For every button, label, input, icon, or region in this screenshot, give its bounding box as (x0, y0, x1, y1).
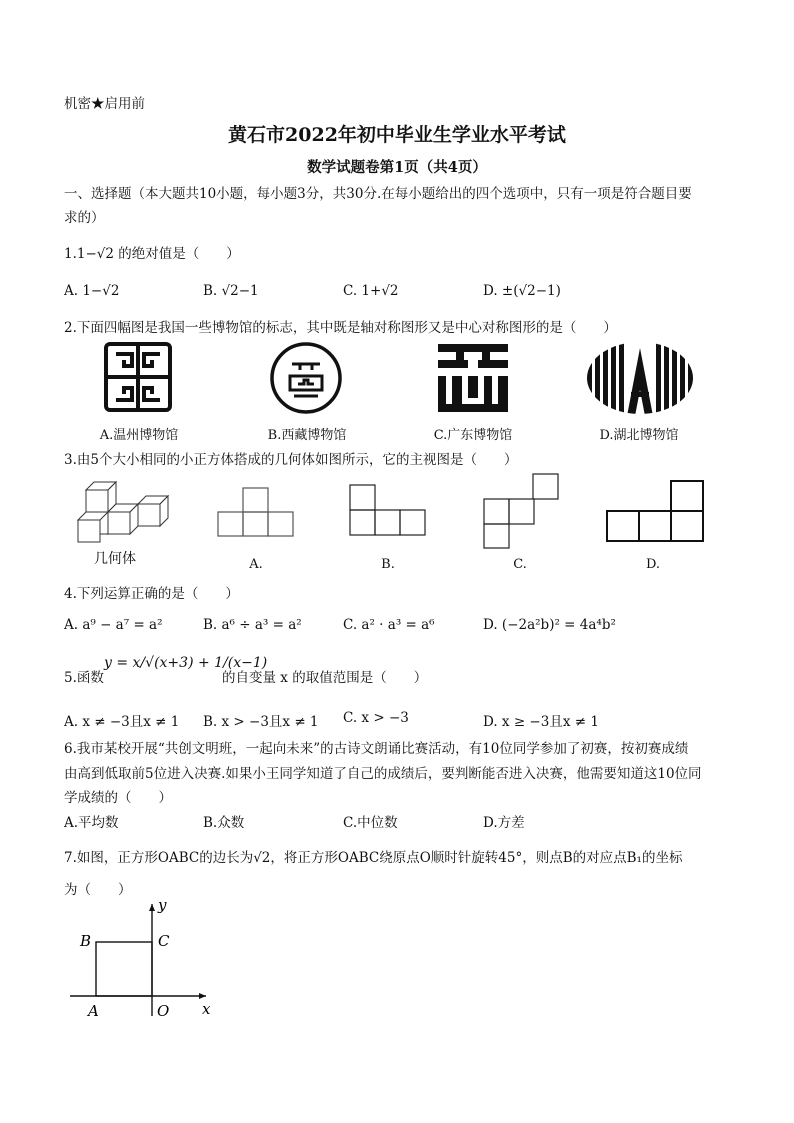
q3-caption-c: C. (513, 557, 527, 572)
q1-option-d[interactable]: D. ±(√2−1) (483, 283, 561, 299)
square-oabc (96, 942, 152, 996)
q3-caption-d: D. (645, 557, 661, 572)
q7-stem-line2: 为（ ） (64, 882, 132, 898)
q3-stem: 3.由5个大小相同的小正方体搭成的几何体如图所示，它的主视图是（ ） (64, 452, 518, 468)
tibet-museum-logo[interactable] (268, 340, 344, 416)
wenzhou-museum-logo[interactable] (102, 340, 174, 414)
q5-stem-suffix: 的自变量 x 的取值范围是（ ） (222, 670, 428, 686)
q5-option-c[interactable]: C. x > −3 (343, 710, 409, 726)
exam-title: 黄石市2022年初中毕业生学业水平考试 (228, 124, 566, 146)
q6-stem-line3: 学成绩的（ ） (64, 790, 172, 806)
q5-option-b[interactable]: B. x > −3且x ≠ 1 (203, 714, 319, 730)
page-subtitle: 数学试题卷第1页（共4页） (307, 159, 487, 176)
q5-option-a[interactable]: A. x ≠ −3且x ≠ 1 (64, 714, 180, 730)
q7-coordinate-figure (66, 898, 226, 1022)
q3-solid-figure (72, 478, 180, 550)
q6-option-c[interactable]: C.中位数 (343, 815, 398, 831)
q7-stem-line1: 7.如图，正方形OABC的边长为√2，将正方形OABC绕原点O顺时针旋转45°，则点B的对应点B₁的坐标 (64, 850, 683, 866)
q2-caption-c: C.广东博物馆 (433, 428, 513, 443)
x-axis-arrow (199, 993, 206, 999)
q3-caption-b: B. (381, 557, 395, 572)
q4-option-a[interactable]: A. a⁹ − a⁷ = a² (64, 617, 163, 633)
q3-figure-label: 几何体 (94, 551, 136, 567)
q5-formula: y = x/√(x+3) + 1/(x−1) (104, 655, 268, 671)
q1-option-a[interactable]: A. 1−√2 (64, 283, 120, 299)
q3-view-a[interactable] (216, 484, 296, 538)
q2-caption-b: B.西藏博物馆 (267, 428, 347, 443)
q3-view-c[interactable] (482, 472, 562, 550)
q6-option-a[interactable]: A.平均数 (64, 815, 119, 831)
q6-stem-line2: 由高到低取前5位进入决赛.如果小王同学知道了自己的成绩后，要判断能否进入决赛，他需要知道这10位同 (64, 766, 702, 782)
label-b: B (80, 932, 92, 950)
q5-option-d[interactable]: D. x ≥ −3且x ≠ 1 (483, 714, 599, 730)
label-x: x (202, 1000, 211, 1018)
q2-stem: 2.下面四幅图是我国一些博物馆的标志，其中既是轴对称图形又是中心对称图形的是（ ） (64, 320, 617, 336)
section-instructions-line1: 一、选择题（本大题共10小题，每小题3分，共30分.在每小题给出的四个选项中，只有一项是符合题目要 (64, 186, 692, 202)
q3-view-b[interactable] (348, 482, 428, 538)
q6-option-d[interactable]: D.方差 (483, 815, 525, 831)
q1-option-b[interactable]: B. √2−1 (203, 283, 259, 299)
label-a: A (88, 1002, 99, 1020)
q3-view-d[interactable] (604, 478, 706, 544)
q3-caption-a: A. (249, 557, 263, 572)
q6-option-b[interactable]: B.众数 (203, 815, 245, 831)
label-c: C (158, 932, 170, 950)
q2-caption-a: A.温州博物馆 (99, 428, 179, 443)
q5-stem-prefix: 5.函数 (64, 670, 104, 686)
y-axis-arrow (149, 904, 155, 911)
q4-stem: 4.下列运算正确的是（ ） (64, 586, 239, 602)
q2-caption-d: D.湖北博物馆 (599, 428, 679, 443)
label-y: y (158, 898, 167, 914)
guangdong-museum-logo[interactable] (436, 340, 510, 416)
q4-option-b[interactable]: B. a⁶ ÷ a³ = a² (203, 617, 302, 633)
section-instructions-line2: 求的） (64, 210, 105, 226)
q6-stem-line1: 6.我市某校开展“共创文明班，一起向未来”的古诗文朗诵比赛活动，有10位同学参加了初赛，按初赛成绩 (64, 741, 689, 757)
q4-option-c[interactable]: C. a² · a³ = a⁶ (343, 617, 435, 633)
q1-option-c[interactable]: C. 1+√2 (343, 283, 399, 299)
label-o: O (157, 1002, 170, 1020)
confidential-label: 机密★启用前 (64, 96, 145, 112)
hubei-museum-logo[interactable] (585, 340, 695, 416)
q4-option-d[interactable]: D. (−2a²b)² = 4a⁴b² (483, 617, 616, 633)
q1-stem: 1.1−√2 的绝对值是（ ） (64, 246, 240, 262)
